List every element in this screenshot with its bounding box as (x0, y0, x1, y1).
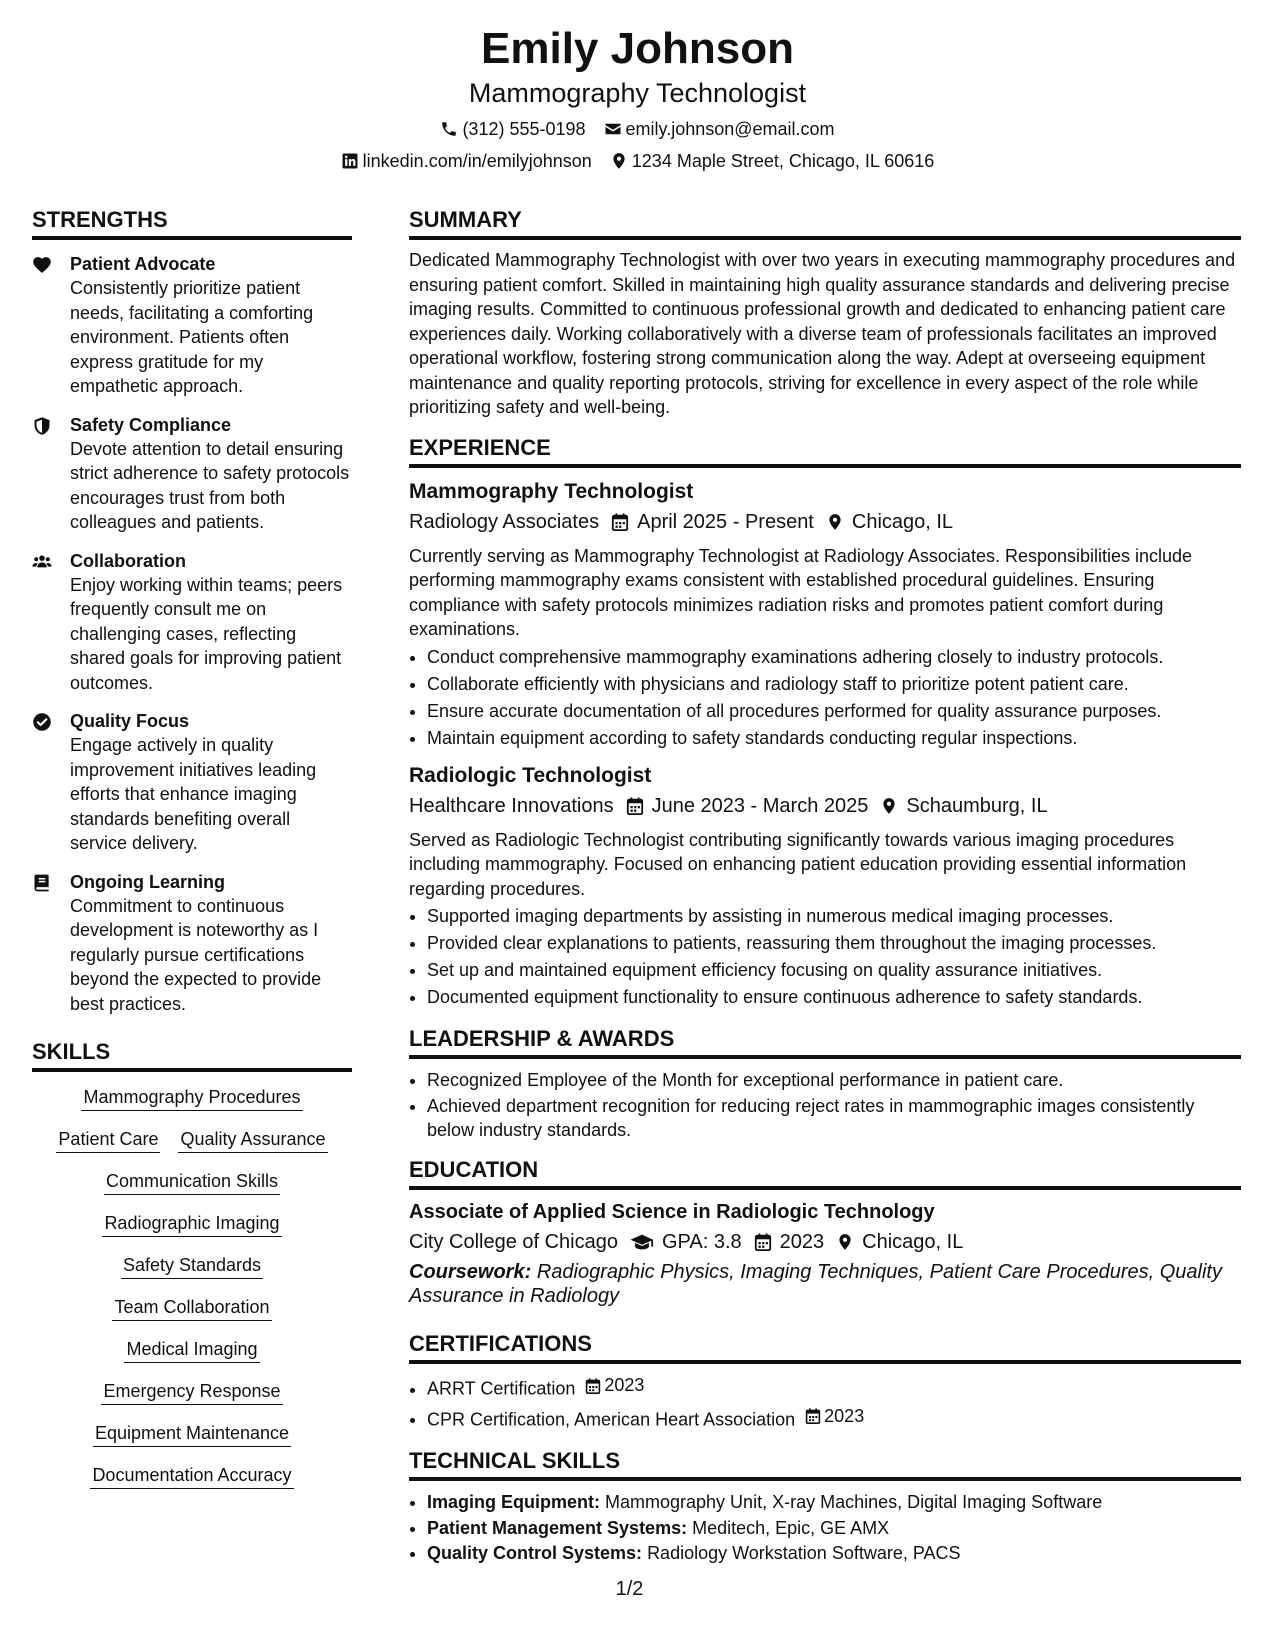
summary-heading: SUMMARY (409, 206, 1241, 240)
strength-item (32, 413, 352, 535)
envelope-icon (604, 120, 622, 138)
job-description: Currently serving as Mammography Technologist at Radiology Associates. Responsibilities include performing mammography exams consistent with established procedural guidelines. Ensuring compliance with safety protocols minimizes radiation risks and promotes patient comfort during examinations. (409, 545, 1193, 639)
coursework-label: Coursework: (409, 1261, 532, 1283)
technical-skills-heading: TECHNICAL SKILLS (409, 1447, 1241, 1481)
technical-skill-value: Mammography Unit, X-ray Machines, Digital Imaging Software (605, 1492, 1103, 1512)
resume-header (0, 0, 1275, 172)
certification-name: CPR Certification, American Heart Association (427, 1409, 796, 1429)
job-title: Mammography Technologist (409, 479, 694, 503)
summary-text: Dedicated Mammography Technologist with over two years in executing mammography procedures and ensuring patient comfort. Skilled in maintaining high quality assurance standards and delivering precise imaging results. Committed to continuous professional growth and dedicated to enhancing patient care experiences daily. Working collaboratively with a diverse team of professionals facilitates an improved operational workflow, fostering strong communication along the way. Adept at overseeing equipment maintenance and quality reporting protocols, striving for excellence in every aspect of the role while prioritizing safety and well-being. (409, 250, 1236, 417)
award-item: • Recognized Employee of the Month for exceptional performance in patient care. (427, 1067, 1241, 1094)
technical-skill-label: Imaging Equipment: (427, 1492, 600, 1512)
technical-skill-label: Patient Management Systems: (427, 1518, 688, 1538)
strength-title: Ongoing Learning (70, 871, 225, 892)
right-column (409, 206, 1241, 1566)
phone-text: (312) 555-0198 (462, 119, 586, 139)
strength-desc: Engage actively in quality improvement initiatives leading efforts that enhance imaging standards benefiting overall service delivery. (70, 735, 317, 853)
phone-icon (440, 120, 458, 138)
skill-tag: Mammography Procedures (81, 1084, 302, 1111)
phone-contact[interactable] (440, 118, 585, 140)
book-icon (32, 870, 70, 1017)
job-entry (409, 762, 1241, 1012)
contact-line-2 (0, 150, 1275, 172)
certification-year: 2023 (824, 1405, 865, 1426)
address-contact (610, 150, 935, 172)
company-name: Healthcare Innovations (409, 794, 614, 817)
job-bullet: • Collaborate efficiently with physicians and radiology staff to prioritize potent patient care. (427, 671, 1241, 698)
map-pin-icon (826, 512, 844, 532)
skill-tag: Safety Standards (121, 1252, 263, 1279)
calendar-icon (626, 796, 644, 816)
linkedin-contact[interactable] (341, 150, 592, 172)
candidate-title: Mammography Technologist (468, 78, 807, 108)
skill-tag: Emergency Response (101, 1378, 282, 1405)
job-location: Schaumburg, IL (906, 794, 1048, 817)
job-bullet: • Set up and maintained equipment efficiency focusing on quality assurance initiatives. (427, 957, 1241, 984)
strengths-heading: STRENGTHS (32, 206, 352, 240)
technical-skill-item (427, 1489, 1241, 1516)
job-bullet: • Conduct comprehensive mammography examinations adhering closely to industry protocols. (427, 644, 1241, 671)
calendar-icon (611, 512, 629, 532)
technical-skill-item (427, 1516, 1241, 1541)
certification-item (427, 1372, 1241, 1403)
job-meta (409, 508, 1241, 536)
award-item: • Achieved department recognition for reducing reject rates in mammographic images consistently below industry standards. (427, 1094, 1241, 1142)
users-icon (32, 549, 70, 696)
technical-skill-value: Meditech, Epic, GE AMX (692, 1518, 890, 1538)
skill-tag: Communication Skills (104, 1168, 280, 1195)
strength-title: Patient Advocate (70, 254, 216, 274)
technical-skill-value: Radiology Workstation Software, PACS (647, 1543, 961, 1563)
education-heading: EDUCATION (409, 1156, 1241, 1190)
skills-heading: SKILLS (32, 1038, 352, 1072)
strength-item (32, 870, 352, 1017)
skills-list (32, 1084, 352, 1489)
job-bullet: • Provided clear explanations to patients, reassuring them throughout the imaging processes. (427, 930, 1241, 957)
skill-tag: Documentation Accuracy (90, 1462, 293, 1489)
email-contact[interactable] (604, 118, 835, 140)
job-bullet: • Documented equipment functionality to ensure continuous adherence to safety standards. (427, 984, 1241, 1011)
job-dates: April 2025 - Present (637, 510, 814, 533)
education-meta (409, 1228, 1241, 1256)
gpa-text: GPA: 3.8 (662, 1231, 742, 1253)
skill-tag: Equipment Maintenance (93, 1420, 291, 1447)
job-bullet: • Supported imaging departments by assisting in numerous medical imaging processes. (427, 903, 1241, 930)
job-description: Served as Radiologic Technologist contributing significantly towards various imaging procedures including mammography. Focused on enhancing patient education providing essential information regarding procedures. (409, 829, 1187, 899)
certification-name: ARRT Certification (427, 1378, 576, 1399)
leadership-list (409, 1067, 1241, 1142)
page-footer (0, 1578, 1275, 1601)
certification-item (427, 1403, 1241, 1434)
skill-tag: Patient Care (56, 1126, 160, 1153)
strength-desc: Commitment to continuous development is noteworthy as I regularly pursue certifications beyond the expected to provide best practices. (70, 895, 322, 1014)
job-title: Radiologic Technologist (409, 763, 652, 787)
page-number: 1/2 (615, 1578, 644, 1600)
certifications-list (409, 1372, 1241, 1433)
heart-icon (32, 252, 70, 399)
job-entry (409, 478, 1241, 752)
calendar-icon (754, 1232, 772, 1252)
job-meta (409, 792, 1241, 820)
skill-tag: Medical Imaging (124, 1336, 259, 1363)
leadership-heading: LEADERSHIP & AWARDS (409, 1025, 1241, 1059)
calendar-icon (585, 1377, 601, 1395)
graduation-cap-icon (630, 1232, 654, 1252)
shield-icon (32, 413, 70, 535)
experience-heading: EXPERIENCE (409, 434, 1241, 468)
contact-line-1 (0, 118, 1275, 140)
education-location: Chicago, IL (862, 1231, 964, 1253)
strength-desc: Consistently prioritize patient needs, facilitating a comforting environment. Patients often express gratitude for my empathetic approach. (70, 278, 314, 396)
skill-tag: Quality Assurance (178, 1126, 327, 1153)
strength-desc: Enjoy working within teams; peers frequently consult me on challenging cases, reflecting shared goals for improving patient outcomes. (70, 574, 343, 693)
linkedin-icon (341, 152, 359, 170)
calendar-icon (805, 1407, 821, 1425)
job-bullets (409, 903, 1241, 1011)
linkedin-text: linkedin.com/in/emilyjohnson (362, 151, 592, 171)
strength-title: Safety Compliance (70, 414, 232, 435)
job-bullet: • Maintain equipment according to safety standards conducting regular inspections. (427, 725, 1241, 752)
technical-skill-label: Quality Control Systems: (427, 1543, 643, 1563)
degree-name: Associate of Applied Science in Radiologic Technology (409, 1201, 935, 1223)
strength-item (32, 709, 352, 856)
strength-title: Collaboration (70, 550, 186, 571)
candidate-name: Emily Johnson (481, 24, 794, 73)
strength-item (32, 252, 352, 399)
job-location: Chicago, IL (851, 510, 954, 533)
certifications-heading: CERTIFICATIONS (409, 1330, 1241, 1364)
skill-tag: Radiographic Imaging (102, 1210, 281, 1237)
technical-skill-item (427, 1541, 1241, 1566)
school-name: City College of Chicago (409, 1231, 618, 1253)
education-year: 2023 (779, 1231, 825, 1253)
address-text: 1234 Maple Street, Chicago, IL 60616 (631, 151, 935, 171)
map-pin-icon (880, 796, 898, 816)
left-column (32, 206, 352, 1504)
technical-skills-list (409, 1489, 1241, 1566)
check-circle-icon (32, 709, 70, 856)
job-dates: June 2023 - March 2025 (651, 794, 869, 817)
certification-year: 2023 (604, 1375, 645, 1395)
strength-desc: Devote attention to detail ensuring strict adherence to safety protocols encourages trust from both colleagues and patients. (70, 438, 350, 532)
email-text: emily.johnson@email.com (625, 119, 835, 139)
company-name: Radiology Associates (409, 510, 600, 533)
strength-item (32, 549, 352, 696)
job-bullet: • Ensure accurate documentation of all procedures performed for quality assurance purposes. (427, 698, 1241, 725)
map-pin-icon (836, 1232, 854, 1252)
map-pin-icon (610, 152, 628, 170)
coursework (409, 1260, 1241, 1308)
coursework-text: Radiographic Physics, Imaging Techniques, Patient Care Procedures, Quality Assurance in Radiology (409, 1261, 1222, 1307)
skill-tag: Team Collaboration (112, 1294, 271, 1321)
job-bullets (409, 644, 1241, 752)
strength-title: Quality Focus (70, 711, 190, 731)
